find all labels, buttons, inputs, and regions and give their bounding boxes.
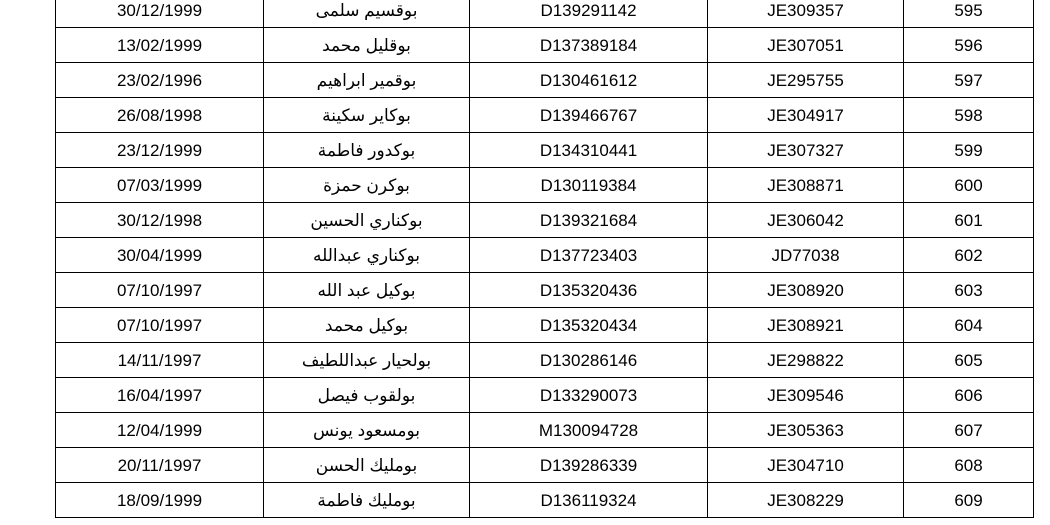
id-card-cell: D130286146 — [470, 343, 708, 378]
full-name-text: بومليك الحسن — [315, 455, 418, 475]
registration-code-cell: JE309357 — [708, 0, 904, 28]
birth-date-cell: 30/12/1999 — [56, 0, 264, 28]
full-name-text: بوكيل عبد الله — [317, 280, 416, 300]
id-card-cell: D134310441 — [470, 133, 708, 168]
registration-code-cell: JE295755 — [708, 63, 904, 98]
table-row — [56, 483, 1034, 518]
registration-code-cell: JE298822 — [708, 343, 904, 378]
id-card-cell: D136119324 — [470, 483, 708, 518]
birth-date-cell: 30/04/1999 — [56, 238, 264, 273]
full-name-cell — [264, 413, 470, 448]
full-name-text: بوكناري عبدالله — [313, 245, 420, 265]
row-number-cell: 598 — [904, 98, 1034, 133]
full-name-cell — [264, 308, 470, 343]
table-row — [56, 133, 1034, 168]
birth-date-cell: 07/03/1999 — [56, 168, 264, 203]
row-number-cell: 607 — [904, 413, 1034, 448]
full-name-cell — [264, 98, 470, 133]
table-row — [56, 308, 1034, 343]
full-name-text: بوكيل محمد — [324, 315, 409, 335]
birth-date-cell: 26/08/1998 — [56, 98, 264, 133]
table-row — [56, 98, 1034, 133]
row-number-cell: 596 — [904, 28, 1034, 63]
row-number-cell: 608 — [904, 448, 1034, 483]
full-name-text: بوكناري الحسين — [310, 210, 423, 230]
birth-date-cell: 30/12/1998 — [56, 203, 264, 238]
registration-code-cell: JE308871 — [708, 168, 904, 203]
full-name-cell — [264, 28, 470, 63]
id-card-cell: D133290073 — [470, 378, 708, 413]
id-card-cell: D130119384 — [470, 168, 708, 203]
id-card-cell: D139286339 — [470, 448, 708, 483]
birth-date-cell: 13/02/1999 — [56, 28, 264, 63]
full-name-text: بومليك فاطمة — [317, 490, 416, 510]
table-row — [56, 168, 1034, 203]
birth-date-cell: 12/04/1999 — [56, 413, 264, 448]
table-row — [56, 238, 1034, 273]
row-number-cell: 609 — [904, 483, 1034, 518]
table-row — [56, 273, 1034, 308]
table-row — [56, 203, 1034, 238]
birth-date-cell: 18/09/1999 — [56, 483, 264, 518]
row-number-cell: 595 — [904, 0, 1034, 28]
id-card-cell: D139466767 — [470, 98, 708, 133]
table-row — [56, 0, 1034, 28]
id-card-cell: D139321684 — [470, 203, 708, 238]
registration-code-cell: JE309546 — [708, 378, 904, 413]
registration-code-cell: JE308920 — [708, 273, 904, 308]
table-row — [56, 28, 1034, 63]
registration-code-cell: JE308921 — [708, 308, 904, 343]
id-card-cell: D137723403 — [470, 238, 708, 273]
id-card-cell: M130094728 — [470, 413, 708, 448]
full-name-text: بوقسيم سلمى — [315, 0, 418, 20]
registration-code-cell: JE308229 — [708, 483, 904, 518]
full-name-text: بومسعود يونس — [313, 420, 420, 440]
full-name-cell — [264, 203, 470, 238]
registration-code-cell: JE307327 — [708, 133, 904, 168]
student-list-table — [55, 0, 1034, 518]
birth-date-cell: 07/10/1997 — [56, 273, 264, 308]
full-name-text: بوقمير ابراهيم — [316, 70, 417, 90]
id-card-cell: D135320436 — [470, 273, 708, 308]
registration-code-cell: JD77038 — [708, 238, 904, 273]
table-row — [56, 413, 1034, 448]
registration-code-cell: JE307051 — [708, 28, 904, 63]
row-number-cell: 606 — [904, 378, 1034, 413]
id-card-cell: D139291142 — [470, 0, 708, 28]
full-name-cell — [264, 0, 470, 28]
id-card-cell: D137389184 — [470, 28, 708, 63]
full-name-text: بوكرن حمزة — [323, 175, 410, 195]
birth-date-cell: 23/02/1996 — [56, 63, 264, 98]
id-card-cell: D135320434 — [470, 308, 708, 343]
full-name-text: بولقوب فيصل — [317, 385, 416, 405]
birth-date-cell: 16/04/1997 — [56, 378, 264, 413]
row-number-cell: 603 — [904, 273, 1034, 308]
table-row — [56, 343, 1034, 378]
full-name-cell — [264, 378, 470, 413]
registration-code-cell: JE305363 — [708, 413, 904, 448]
full-name-cell — [264, 273, 470, 308]
row-number-cell: 605 — [904, 343, 1034, 378]
birth-date-cell: 23/12/1999 — [56, 133, 264, 168]
row-number-cell: 604 — [904, 308, 1034, 343]
birth-date-cell: 07/10/1997 — [56, 308, 264, 343]
full-name-cell — [264, 238, 470, 273]
full-name-text: بوقليل محمد — [322, 35, 411, 55]
row-number-cell: 599 — [904, 133, 1034, 168]
full-name-text: بوكدور فاطمة — [317, 140, 416, 160]
birth-date-cell: 14/11/1997 — [56, 343, 264, 378]
full-name-text: بولحيار عبداللطيف — [301, 350, 432, 370]
registration-code-cell: JE306042 — [708, 203, 904, 238]
full-name-cell — [264, 448, 470, 483]
full-name-cell — [264, 63, 470, 98]
table-row — [56, 448, 1034, 483]
full-name-text: بوكاير سكينة — [322, 105, 411, 125]
full-name-cell — [264, 168, 470, 203]
full-name-cell — [264, 343, 470, 378]
row-number-cell: 601 — [904, 203, 1034, 238]
table-row — [56, 63, 1034, 98]
row-number-cell: 602 — [904, 238, 1034, 273]
registration-code-cell: JE304917 — [708, 98, 904, 133]
birth-date-cell: 20/11/1997 — [56, 448, 264, 483]
full-name-cell — [264, 483, 470, 518]
table-row — [56, 378, 1034, 413]
id-card-cell: D130461612 — [470, 63, 708, 98]
full-name-cell — [264, 133, 470, 168]
row-number-cell: 597 — [904, 63, 1034, 98]
row-number-cell: 600 — [904, 168, 1034, 203]
registration-code-cell: JE304710 — [708, 448, 904, 483]
